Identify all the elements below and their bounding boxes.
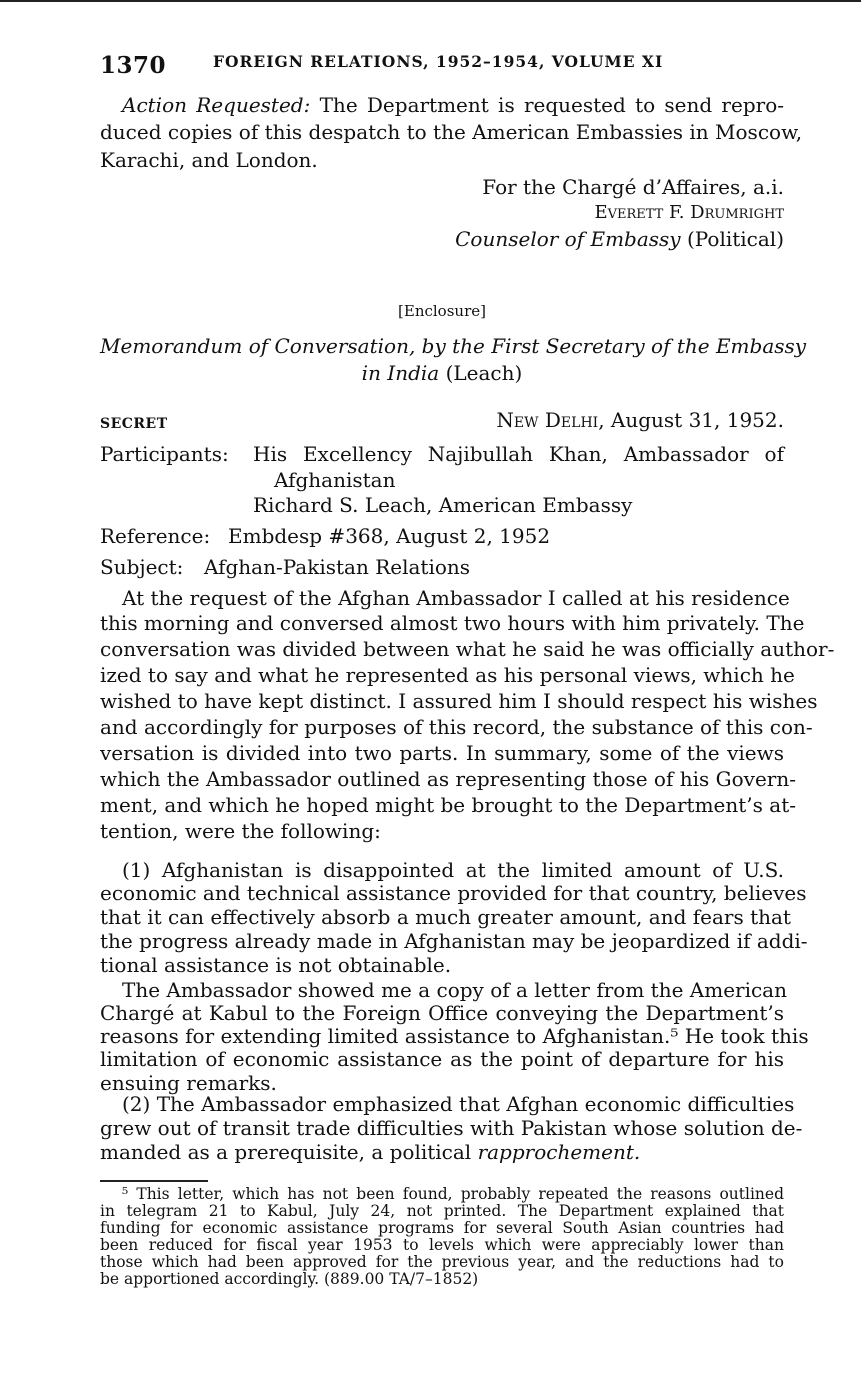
point2-line-last bbox=[100, 1140, 784, 1164]
point2-last-a: manded as a prerequisite, a political bbox=[100, 1140, 478, 1164]
memo-heading-2b: (Leach) bbox=[445, 361, 523, 385]
reference-value: Embdesp #368, August 2, 1952 bbox=[228, 524, 551, 548]
footnote-line: in telegram 21 to Kabul, July 24, not printed. The Department explained that bbox=[100, 1202, 784, 1220]
enclosure-label: [Enclosure] bbox=[398, 302, 486, 320]
para1-line: wished to have kept distinct. I assured him I should respect his wishes bbox=[100, 689, 818, 713]
para1-line: and accordingly for purposes of this record, the substance of this con- bbox=[100, 715, 813, 739]
signature-title-prefix: Counselor of Embassy bbox=[455, 227, 687, 251]
running-title: FOREIGN RELATIONS, 1952–1954, VOLUME XI bbox=[213, 52, 664, 71]
point1-line: the progress already made in Afghanistan may be jeopardized if addi- bbox=[100, 929, 808, 953]
participants-line-3: Richard S. Leach, American Embassy bbox=[253, 493, 633, 517]
footnote-line: those which had been approved for the previous year, and the reductions had to bbox=[100, 1253, 784, 1271]
para1-line: conversation was divided between what he said he was officially author- bbox=[100, 637, 835, 661]
point1-line: (1) Afghanistan is disappointed at the limited amount of U.S. bbox=[122, 858, 784, 882]
action-label: Action Requested: bbox=[122, 93, 311, 117]
classification: SECRET bbox=[100, 416, 168, 432]
point2-last-b: rapprochement. bbox=[477, 1140, 641, 1164]
point2-line: (2) The Ambassador emphasized that Afghan economic difficulties bbox=[122, 1092, 795, 1116]
para2-line: Chargé at Kabul to the Foreign Office conveying the Department’s bbox=[100, 1001, 784, 1025]
action-text-1: The Department is requested to send repro- bbox=[310, 93, 784, 117]
para1-line: this morning and conversed almost two hours with him privately. The bbox=[100, 611, 805, 635]
dateline bbox=[100, 408, 784, 432]
footnote-line: be apportioned accordingly. (889.00 TA/7–1852) bbox=[100, 1270, 479, 1288]
para2-line: ensuing remarks. bbox=[100, 1071, 277, 1095]
page-number: 1370 bbox=[100, 52, 167, 79]
reference-label: Reference: bbox=[100, 524, 211, 548]
point1-line: that it can effectively absorb a much greater amount, and fears that bbox=[100, 905, 791, 929]
para1-line: which the Ambassador outlined as representing those of his Govern- bbox=[100, 767, 796, 791]
para1-line: ment, and which he hoped might be brought to the Department’s at- bbox=[100, 793, 796, 817]
footnote-line: ⁵ This letter, which has not been found, probably repeated the reasons outlined bbox=[122, 1185, 784, 1203]
para1-line: ized to say and what he represented as his personal views, which he bbox=[100, 663, 795, 687]
footnote-line: been reduced for fiscal year 1953 to levels which were appreciably lower than bbox=[100, 1236, 784, 1254]
signature-name: Everett F. Drumright bbox=[594, 202, 784, 223]
point1-line: tional assistance is not obtainable. bbox=[100, 953, 452, 977]
subject-value: Afghan-Pakistan Relations bbox=[204, 555, 471, 579]
point1-line: economic and technical assistance provided for that country, believes bbox=[100, 881, 807, 905]
participants-label: Participants: bbox=[100, 442, 229, 466]
footnote-rule bbox=[100, 1180, 208, 1182]
signature-title-suffix: (Political) bbox=[686, 227, 784, 251]
action-line-1 bbox=[122, 93, 784, 117]
top-border bbox=[0, 0, 861, 2]
signature-title bbox=[100, 227, 784, 251]
memo-heading-2a: in India bbox=[361, 361, 446, 385]
action-line-2: duced copies of this despatch to the American Embassies in Moscow, bbox=[100, 120, 803, 144]
participants-line-1: His Excellency Najibullah Khan, Ambassador of bbox=[253, 442, 784, 466]
action-line-3: Karachi, and London. bbox=[100, 148, 318, 172]
memo-heading-2 bbox=[100, 361, 784, 385]
footnote-line: funding for economic assistance programs for several South Asian countries had bbox=[100, 1219, 784, 1237]
signature-line: For the Chargé d’Affaires, a.i. bbox=[482, 175, 784, 199]
participants-line-2: Afghanistan bbox=[274, 468, 396, 492]
para2-line: limitation of economic assistance as the point of departure for his bbox=[100, 1047, 784, 1071]
subject-label: Subject: bbox=[100, 555, 184, 579]
point2-line: grew out of transit trade difficulties with Pakistan whose solution de- bbox=[100, 1116, 803, 1140]
para1-line: versation is divided into two parts. In summary, some of the views bbox=[100, 741, 784, 765]
para2-line: The Ambassador showed me a copy of a letter from the American bbox=[122, 978, 787, 1002]
memo-heading-1: Memorandum of Conversation, by the First Secretary of the Embassy bbox=[100, 334, 807, 358]
para1-line: tention, were the following: bbox=[100, 819, 381, 843]
para2-line: reasons for extending limited assistance to Afghanistan.⁵ He took this bbox=[100, 1024, 809, 1048]
para1-line: At the request of the Afghan Ambassador I called at his residence bbox=[122, 586, 790, 610]
dateline-date: , August 31, 1952. bbox=[598, 408, 784, 432]
dateline-place: New Delhi bbox=[496, 408, 599, 432]
